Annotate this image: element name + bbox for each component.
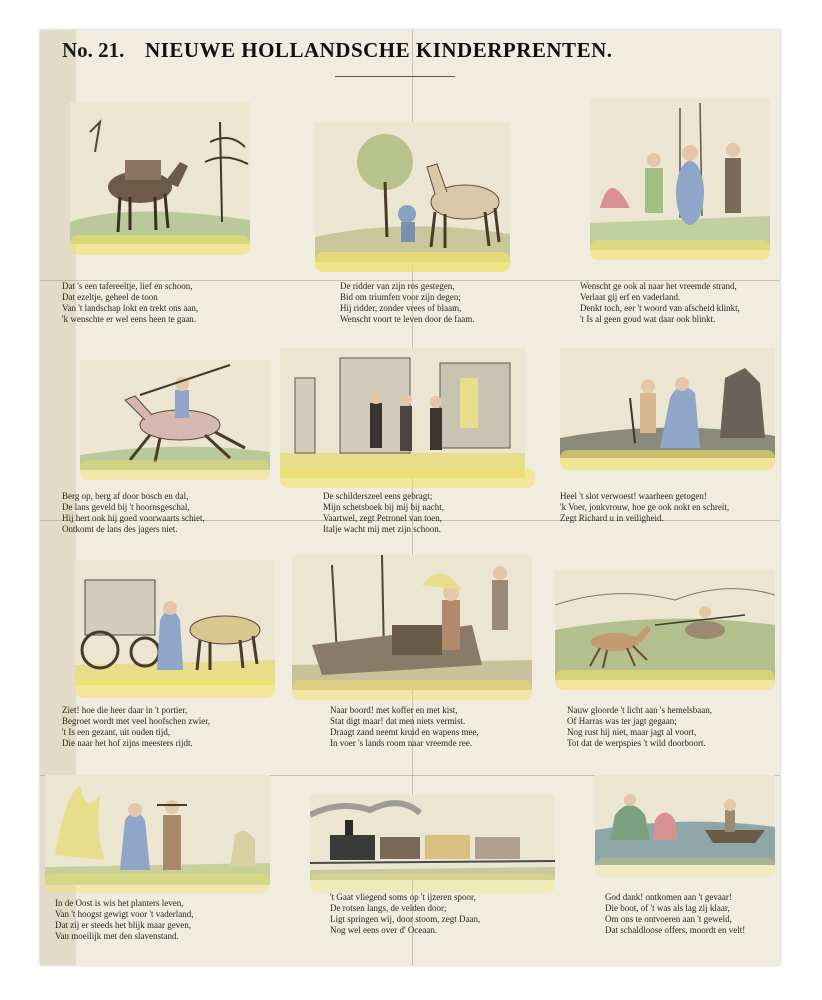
emigrants-icon (590, 98, 770, 250)
color-wash (310, 873, 555, 893)
color-wash (292, 680, 532, 700)
print-train (310, 795, 555, 880)
planters-icon (45, 775, 270, 885)
couple-cliff-icon (560, 348, 775, 458)
color-wash (80, 460, 270, 480)
verse-8: Naar boord! met koffer en met kist, Stat digt maar! dat men niets vermist. Draagt zand neemt kruid en wapens mee, In voer 's lands room naar vreemde ree. (330, 705, 479, 748)
color-wash (590, 240, 770, 260)
print-ship (292, 555, 532, 690)
verse-10: In de Oost is wis het planters leven, Van 't hoogst gewigt voor 't vaderland, Dat zij er steeds het blijk maar geven, Van moeilijk met den slavenstand. (55, 898, 194, 941)
color-wash (315, 252, 510, 272)
print-carriage (75, 560, 275, 685)
verse-7: Ziet! hoe die heer daar in 't portier, Begroet wordt met veel hoofschen zwier, 't Is een gezant, uit ouden tijd, Die naar het hof zijns meesters rijdt. (62, 705, 211, 748)
verse-2: De ridder van zijn ros gestegen, Bid om triumfen voor zijn degen; Hij ridder, zonder vrees of blaam, Wenscht voort te leven door de faam. (340, 281, 475, 324)
verse-12: God dank! ontkomen aan 't gevaar! Die boot, of 't was als lag zij klaar, Om ons te ontvoeren aan 't geweld, Dat schaldloose offers, moordt en velt! (605, 892, 746, 935)
sheet-header (40, 36, 780, 66)
print-donkey (70, 102, 250, 244)
color-wash (555, 670, 775, 690)
sheet-title: NIEUWE HOLLANDSCHE KINDERPRENTEN. (145, 38, 613, 62)
deer-hunt-icon (555, 570, 775, 680)
print-couple (560, 348, 775, 458)
print-knight (315, 122, 510, 262)
carriage-icon (75, 560, 275, 685)
print-emigrants (590, 98, 770, 250)
verse-5: De schilderszeel eens gebragt; Mijn schetsboek bij mij bij nacht, Vaartwel, zegt Petronel van toen, Italje wacht mij met zijn schoon. (323, 491, 444, 534)
print-painter (280, 348, 525, 478)
print-hunt (555, 570, 775, 680)
verse-4: Berg op, berg af door bosch en dal, De lans geveld bij 't hoornsgeschal, Hij hert ook hij goed voorwaarts schiet, Ontkomt de lans des jagers niet. (62, 491, 205, 534)
color-wash (70, 235, 250, 255)
painter-street-icon (280, 348, 525, 478)
color-wash (75, 678, 275, 698)
ship-cargo-icon (292, 555, 532, 690)
print-planters (45, 775, 270, 885)
print-rider (80, 360, 270, 470)
color-wash (45, 873, 270, 893)
rescue-boat-icon (595, 775, 775, 865)
color-wash (595, 858, 775, 878)
knight-horse-icon (315, 122, 510, 262)
print-rescue (595, 775, 775, 865)
rider-lance-icon (80, 360, 270, 470)
verse-1: Dat 's een tafereeltje, lief en schoon, Dat ezeltje, geheel de toon Van 't landschap lokt en trekt ons aan, 'k wenschte er wel eens heen te gaan. (62, 281, 199, 324)
verse-11: 't Gaat vliegend soms op 't ijzeren spoor, De rotsen langs, de velden door; Ligt springen wij, door stoom, zegt Daan, Nog wel eens over d' Oceaan. (330, 892, 481, 935)
verse-6: Heel 't slot verwoest! waarheen getogen! 'k Voer, jonkvrouw, hoe ge ook nokt en schreit, Zegt Richard u in veiligheid. (560, 491, 730, 523)
title-rule (335, 76, 455, 77)
color-wash (280, 468, 535, 488)
color-wash (560, 450, 775, 470)
sheet-number: No. 21. (62, 38, 125, 62)
train-icon (310, 795, 555, 880)
verse-9: Nauw gloorde 't licht aan 's hemelsbaan, Of Harras was ter jagt gegaan; Nog rust hij niet, maar jagt al voort, Tot dat de werpspies 't wild doorboort. (567, 705, 712, 748)
verse-3: Wenscht ge ook al naar het vreemde strand, Verlaat gij erf en vaderland. Denkt toch, eer 't woord van afscheid klinkt, 't Is al geen goud wat daar ook blinkt. (580, 281, 740, 324)
print-sheet (40, 30, 780, 965)
donkey-icon (70, 102, 250, 244)
